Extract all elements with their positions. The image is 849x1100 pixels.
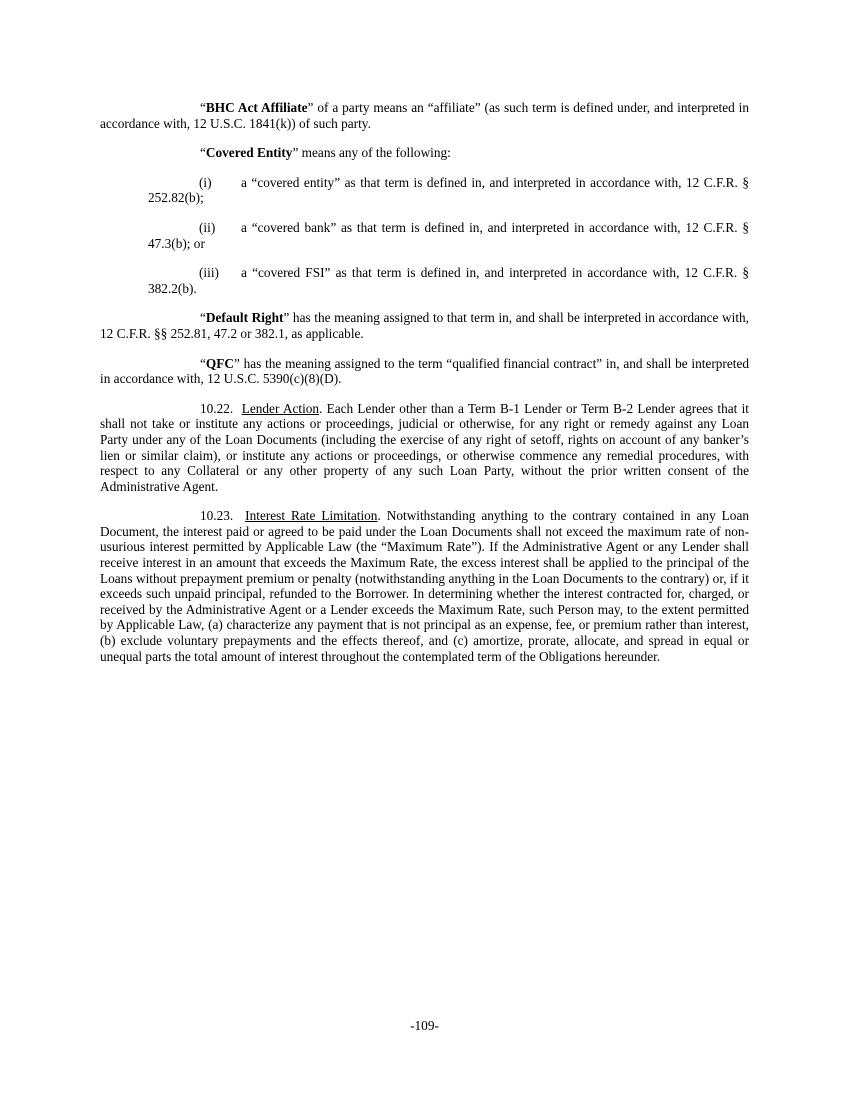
list-item-text: a “covered FSI” as that term is defined in, and interpreted in accordance with, 12 C.F.R. § 382.2(b). [148,265,749,296]
section-10-22-lender-action [100,401,749,495]
list-item-number: (ii) [199,219,216,235]
definition-bhc-act-affiliate [100,100,749,131]
defined-term: BHC Act Affiliate [205,100,308,115]
defined-term: Covered Entity [205,145,293,161]
definition-text: ” has the meaning assigned to that term in, and shall be interpreted in accordance with, 12 C.F.R. §§ 252.81, 47.2 or 382.1, as applicable. [100,310,750,341]
open-quote: “ [200,100,206,115]
definition-qfc [100,356,749,387]
covered-entity-item-iii [148,265,749,296]
section-heading: Interest Rate Limitation [245,508,378,524]
page-body [100,100,749,678]
section-heading: Lender Action [241,400,320,416]
section-text: . Each Lender other than a Term B-1 Lender or Term B-2 Lender agrees that it shall not take or institute any actions or proceedings, judicial or otherwise, for any right or remedy against any Loan Party under any of the Loan Documents (including the exercise of any right of setoff, rights on account of any banker’s lien or similar claim), or institute any actions or proceedings, or otherwise commence any remedial procedures, with respect to any Collateral or any other property of any such Loan Party, without the prior written consent of the Administrative Agent. [100,400,749,494]
open-quote: “ [200,310,206,326]
page-number: -109- [410,1018,439,1033]
section-10-23-interest-rate-limitation [100,508,749,664]
section-number: 10.23. [200,508,234,524]
definition-text: ” of a party means an “affiliate” (as such term is defined under, and interpreted in accordance with, 12 U.S.C. 1841(k)) of such party. [100,100,749,131]
covered-entity-item-ii [148,220,749,251]
list-item-number: (iii) [199,265,219,281]
open-quote: “ [200,145,206,161]
defined-term: Default Right [205,310,284,326]
list-item-text: a “covered entity” as that term is defined in, and interpreted in accordance with, 12 C.F.R. § 252.82(b); [148,174,749,206]
open-quote: “ [200,355,206,371]
definition-text: ” has the meaning assigned to the term “qualified financial contract” in, and shall be interpreted in accordance with, 12 U.S.C. 5390(c)(8)(D). [100,355,749,387]
list-item-text: a “covered bank” as that term is defined in, and interpreted in accordance with, 12 C.F.R. § 47.3(b); or [148,219,749,251]
section-number: 10.22. [200,400,234,416]
section-text: . Notwithstanding anything to the contrary contained in any Loan Document, the interest paid or agreed to be paid under the Loan Documents shall not exceed the maximum rate of non-usurious interest permitted by Applicable Law (the “Maximum Rate”). If the Administrative Agent or any Lender shall receive interest in an amount that exceeds the Maximum Rate, the excess interest shall be applied to the principal of the Loans without prepayment premium or penalty (notwithstanding anything in the Loan Documents to the contrary) or, if it exceeds such unpaid principal, refunded to the Borrower. In determining whether the interest contracted for, charged, or received by the Administrative Agent or a Lender exceeds the Maximum Rate, such Person may, to the extent permitted by Applicable Law, (a) characterize any payment that is not principal as an expense, fee, or premium rather than interest, (b) exclude voluntary prepayments and the effects thereof, and (c) amortize, prorate, allocate, and spread in equal or unequal parts the total amount of interest throughout the contemplated term of the Obligations hereunder. [100,508,750,664]
list-item-number: (i) [199,174,212,190]
definition-default-right [100,310,749,341]
covered-entity-item-i [148,175,749,206]
definition-covered-entity [100,145,749,161]
defined-term: QFC [205,355,234,371]
definition-text: ” means any of the following: [292,145,451,161]
